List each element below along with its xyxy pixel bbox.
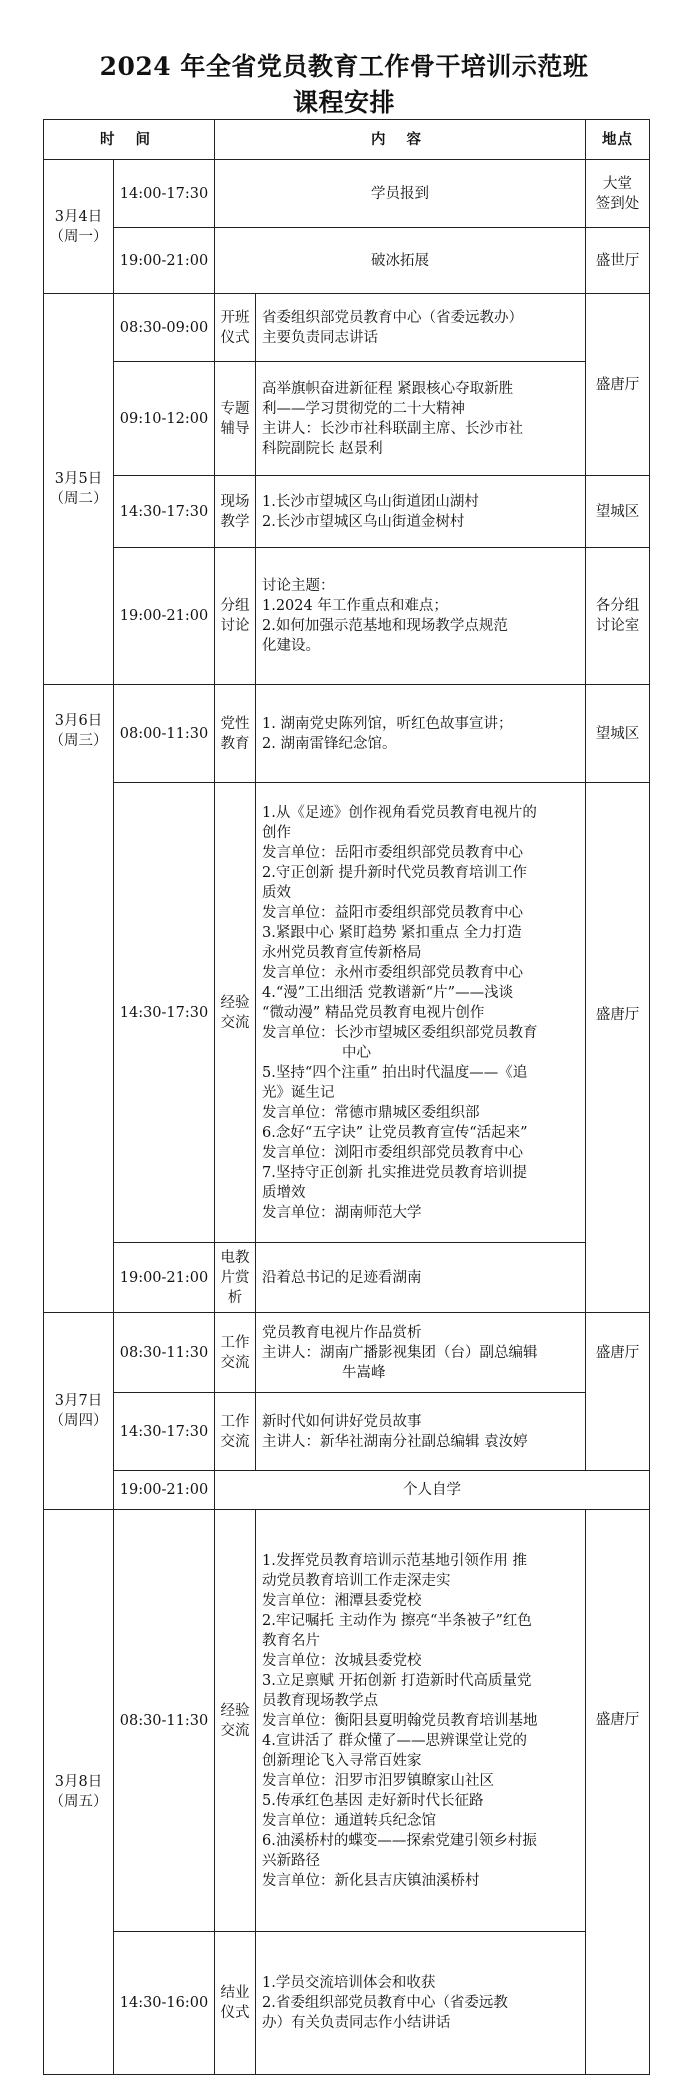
time-cell: 14:30-16:00 — [114, 1932, 215, 2075]
time-cell: 19:00-21:00 — [114, 1471, 215, 1510]
category-cell: 结业 仪式 — [215, 1932, 256, 2075]
content-cell: 1. 湖南党史陈列馆，听红色故事宣讲； 2. 湖南雷锋纪念馆。 — [256, 685, 586, 783]
time-cell: 08:00-11:30 — [114, 685, 215, 783]
content-cell: 1.从《足迹》创作视角看党员教育电视片的 创作 发言单位：岳阳市委组织部党员教育中心 2.守正创新 提升新时代党员教育培训工作 质效 发言单位：益阳市委组织部党员教育中心 3.紧跟中心 紧盯趋势 紧扣重点 全力打造 永州党员教育宣传新格局 发言单位：永州市委组织部党员教育中心 4.“漫”工出细活 党教谱新“片”——浅谈 “微动漫” 精品党员教育电视片创作 发言单位：长沙市望城区委组织部党员教育 中心 5.坚持“四个注重” 拍出时代温度——《追 光》诞生记 发言单位：常德市鼎城区委组织部 6.念好“五字诀” 让党员教育宣传“活起来” 发言单位：浏阳市委组织部党员教育中心 7.坚持守正创新 扎实推进党员教育培训提 质增效 发言单位：湖南师范大学 — [256, 783, 586, 1243]
time-cell: 19:00-21:00 — [114, 228, 215, 294]
content-cell: 沿着总书记的足迹看湖南 — [256, 1243, 586, 1313]
category-cell: 专题 辅导 — [215, 362, 256, 476]
table-row — [44, 362, 650, 476]
content-cell: 1.学员交流培训体会和收获 2.省委组织部党员教育中心（省委远教 办）有关负责同志作小结讲话 — [256, 1932, 586, 2075]
table-row — [44, 1243, 650, 1313]
category-cell: 工作 交流 — [215, 1313, 256, 1393]
content-cell: 讨论主题： 1.2024 年工作重点和难点； 2.如何加强示范基地和现场教学点规范 化建设。 — [256, 548, 586, 685]
category-cell: 开班 仪式 — [215, 294, 256, 362]
location-cell: 盛唐厅 — [586, 1510, 650, 2075]
table-row — [44, 1932, 650, 2075]
date-cell: 3月7日 （周四） — [44, 1313, 114, 1510]
time-cell: 14:00-17:30 — [114, 160, 215, 228]
header-location: 地点 — [586, 120, 650, 160]
content-cell: 党员教育电视片作品赏析 主讲人：湖南广播影视集团（台）副总编辑 牛嵩峰 — [256, 1313, 586, 1393]
location-cell: 盛唐厅 — [586, 1313, 650, 1471]
table-header-row — [44, 120, 650, 160]
category-cell: 工作 交流 — [215, 1393, 256, 1471]
date-cell: 3月8日 （周五） — [44, 1510, 114, 2075]
table-row — [44, 1471, 650, 1510]
date-cell: 3月6日 （周三） — [44, 685, 114, 1313]
content-cell: 学员报到 — [215, 160, 586, 228]
table-row — [44, 160, 650, 228]
content-cell: 新时代如何讲好党员故事 主讲人：新华社湖南分社副总编辑 袁汝婷 — [256, 1393, 586, 1471]
time-cell: 14:30-17:30 — [114, 1393, 215, 1471]
schedule-table — [43, 119, 650, 2075]
document-title: 2024 年全省党员教育工作骨干培训示范班 — [99, 52, 589, 81]
table-row — [44, 294, 650, 362]
time-cell: 14:30-17:30 — [114, 476, 215, 548]
time-cell: 14:30-17:30 — [114, 783, 215, 1243]
date-cell: 3月5日 （周二） — [44, 294, 114, 685]
category-cell: 经验 交流 — [215, 783, 256, 1243]
category-cell: 电教 片赏 析 — [215, 1243, 256, 1313]
location-cell: 盛唐厅 — [586, 783, 650, 1313]
content-cell: 1.发挥党员教育培训示范基地引领作用 推 动党员教育培训工作走深走实 发言单位：湘潭县委党校 2.牢记嘱托 主动作为 擦亮“半条被子”红色 教育名片 发言单位：汝城县委党校 3.立足禀赋 开拓创新 打造新时代高质量党 员教育现场教学点 发言单位：衡阳县夏明翰党员教育培训基地 4.宣讲活了 群众懂了——思辨课堂让党的 创新理论飞入寻常百姓家 发言单位：汨罗市汨罗镇瞭家山社区 5.传承红色基因 走好新时代长征路 发言单位：通道转兵纪念馆 6.油溪桥村的蝶变——探索党建引领乡村振 兴新路径 发言单位：新化县吉庆镇油溪桥村 — [256, 1510, 586, 1932]
category-cell: 现场 教学 — [215, 476, 256, 548]
table-row — [44, 783, 650, 1243]
date-cell: 3月4日 （周一） — [44, 160, 114, 294]
location-cell: 盛唐厅 — [586, 294, 650, 476]
content-cell: 1.长沙市望城区乌山街道团山湖村 2.长沙市望城区乌山街道金树村 — [256, 476, 586, 548]
table-row — [44, 1393, 650, 1471]
location-cell: 望城区 — [586, 476, 650, 548]
category-cell: 党性 教育 — [215, 685, 256, 783]
table-row — [44, 1313, 650, 1393]
content-cell: 破冰拓展 — [215, 228, 586, 294]
table-row — [44, 685, 650, 783]
category-cell: 分组 讨论 — [215, 548, 256, 685]
header-time: 时 间 — [44, 120, 215, 160]
time-cell: 19:00-21:00 — [114, 1243, 215, 1313]
table-row — [44, 476, 650, 548]
header-content: 内 容 — [215, 120, 586, 160]
time-cell: 08:30-11:30 — [114, 1313, 215, 1393]
content-cell: 高举旗帜奋进新征程 紧跟核心夺取新胜 利——学习贯彻党的二十大精神 主讲人：长沙市社科联副主席、长沙市社 科院副院长 赵景利 — [256, 362, 586, 476]
time-cell: 09:10-12:00 — [114, 362, 215, 476]
time-cell: 08:30-09:00 — [114, 294, 215, 362]
content-cell: 个人自学 — [215, 1471, 650, 1510]
table-row — [44, 228, 650, 294]
category-cell: 经验 交流 — [215, 1510, 256, 1932]
table-row — [44, 1510, 650, 1932]
table-row — [44, 548, 650, 685]
document-subtitle: 课程安排 — [292, 88, 395, 117]
location-cell: 望城区 — [586, 685, 650, 783]
location-cell: 盛世厅 — [586, 228, 650, 294]
content-cell: 省委组织部党员教育中心（省委远教办） 主要负责同志讲话 — [256, 294, 586, 362]
location-cell: 大堂 签到处 — [586, 160, 650, 228]
time-cell: 19:00-21:00 — [114, 548, 215, 685]
time-cell: 08:30-11:30 — [114, 1510, 215, 1932]
location-cell: 各分组 讨论室 — [586, 548, 650, 685]
